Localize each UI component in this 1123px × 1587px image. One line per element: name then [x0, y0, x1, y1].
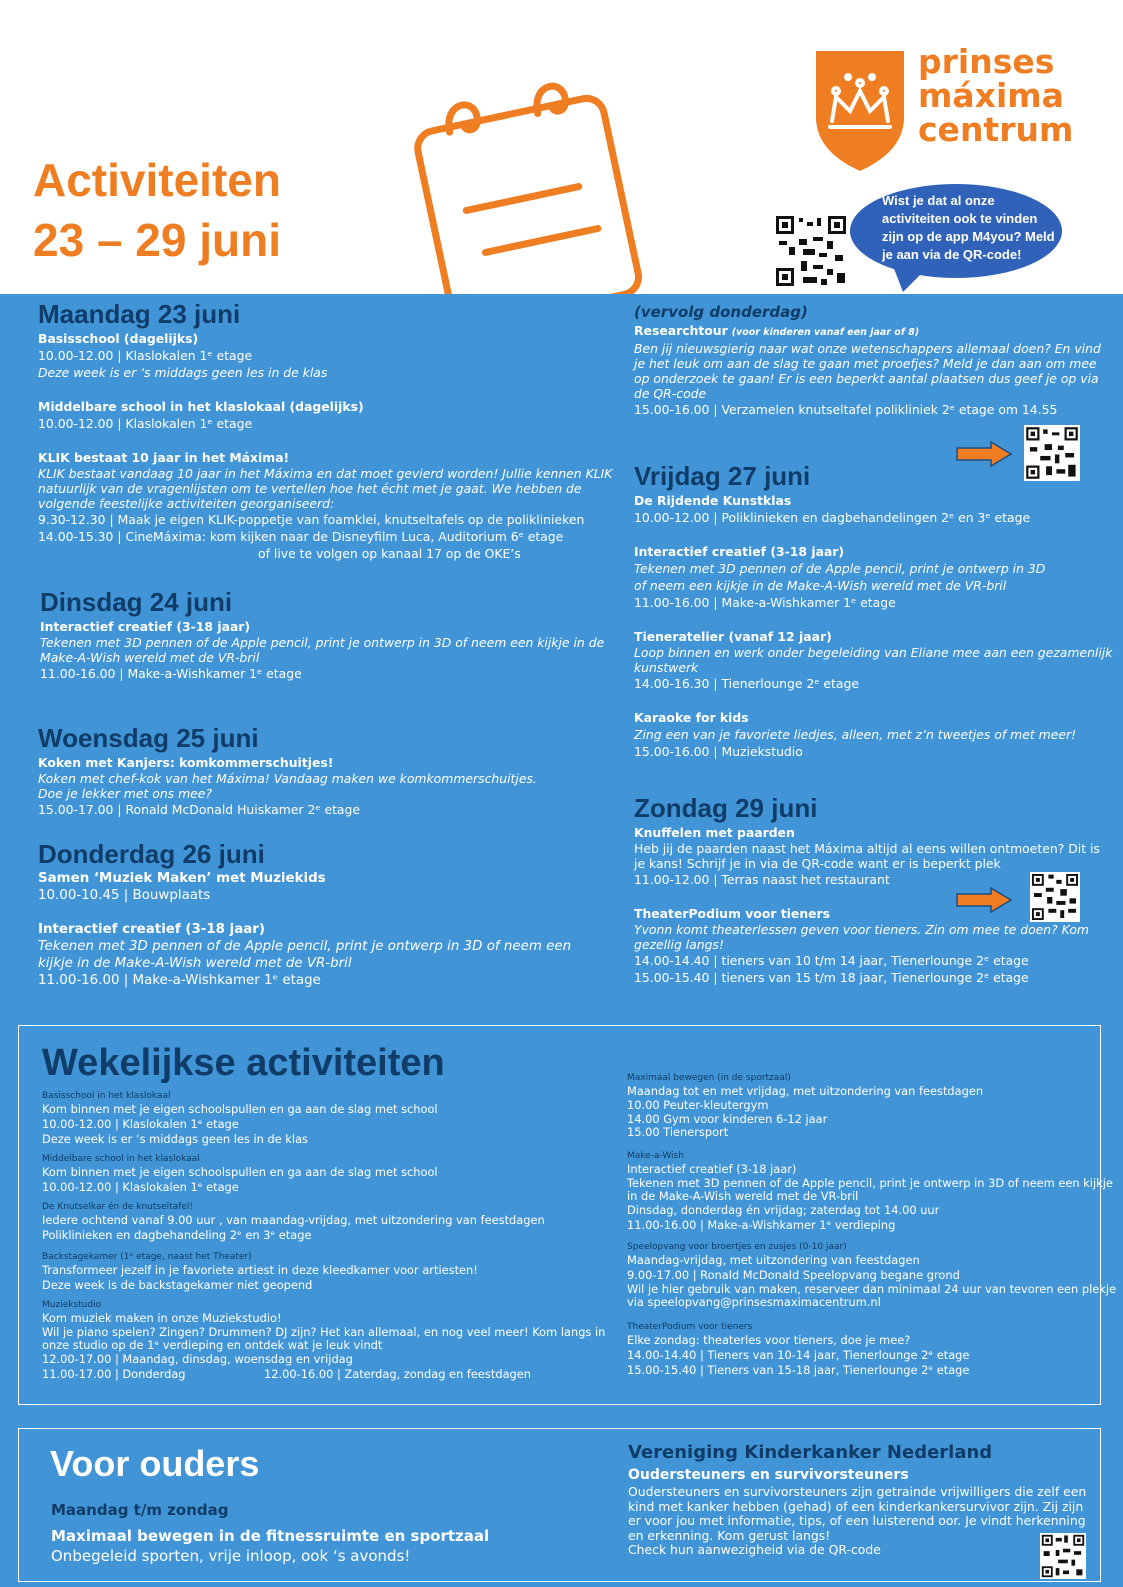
weekly-right: Maximaal bewegen (in de sportzaal) Maandag tot en met vrijdag, met uitzondering van feestdagen 10.00 Peuter-kleutergym 14.00 Gym voor kinderen 6-12 jaar 15.00 Tienersport Make-a-Wish Interactief creatief (3-18 jaar) Tekenen met 3D pennen of de Apple pencil, print je ontwerp in 3D of neem een kijkje in de Make-A-Wish wereld met de VR-bril Dinsdag, donderdag én vrijdag; zaterdag tot 14.00 uur 11.00-16.00 | Make-a-Wishkamer 1ᵉ verdieping Speelopvang voor broertjes en zusjes (0-10 jaar) Maandag-vrijdag, met uitzondering van feestdagen 9.00-17.00 | Ronald McDonald Speelopvang begane grond Wil je hier gebruik van maken, reserveer dan minimaal 24 uur van tevoren een plekje via speelopvang@prinsesmaximacentrum.nl TheaterPodium voor tieners Elke zondag: theaterles voor tieners, doe je mee? 14.00-14.40 | Tieners van 10-14 jaar, Tienerlounge 2ᵉ etage 15.00-15.40 | Tieners van 15-18 jaar, Tienerlounge 2ᵉ etage	[627, 1073, 1117, 1377]
title-line-2: 23 – 29 juni	[33, 214, 282, 266]
left-column: Maandag 23 juni Basisschool (dagelijks) 10.00-12.00 | Klaslokalen 1ᵉ etage Deze week is er ‘s middags geen les in de klas Middelbare school in het klaslokaal (dagelijks) 10.00-12.00 | Klaslokalen 1ᵉ etage KLIK bestaat 10 jaar in het Máxima! KLIK bestaat vandaag 10 jaar in het Máxima en dat moet gevierd worden! Jullie kennen KLIK natuurlijk van de vragenlijsten om te vertellen hoe het écht met je gaat. We hebben de volgende feestelijke activiteiten georganiseerd: 9.30-12.30 | Maak je eigen KLIK-poppetje van foamklei, knutseltafels op de poliklinieken 14.00-15.30 | CineMáxima: kom kijken naar de Disneyfilm Luca, Auditorium 6ᵉ etage of live te volgen op kanaal 17 op de OKE’s	[38, 299, 613, 561]
sunday-section: Zondag 29 juni Knuffelen met paarden Heb jij de paarden naast het Máxima altijd al eens willen ontmoeten? Dit is je kans! Schrijf je in via de QR-code want er is beperkt plek 11.00-12.00 | Terras naast het restaurant TheaterPodium voor tieners Yvonn komt theaterlessen geven voor tieners. Zin om mee te doen? Kom gezellig langs! 14.00-14.40 | tieners van 10 t/m 14 jaar, Tienerlounge 2ᵉ etage 15.00-15.40 | tieners van 15 t/m 18 jaar, Tienerlounge 2ᵉ etage	[634, 792, 1104, 986]
qr-code-horses[interactable]	[1030, 872, 1080, 922]
info-speech-bubble	[850, 184, 1062, 278]
page-title	[33, 150, 281, 270]
parents-heading: Voor ouders	[50, 1443, 260, 1484]
day-heading-wednesday: Woensdag 25 juni	[38, 723, 259, 753]
friday-section: Vrijdag 27 juni De Rijdende Kunstklas 10.00-12.00 | Poliklinieken en dagbehandelingen 2ᵉ en 3ᵉ etage Interactief creatief (3-18 jaar) Tekenen met 3D pennen of de Apple pencil, print je ontwerp in 3D of neem een kijkje in de Make-A-Wish wereld met de VR-bril 11.00-16.00 | Make-a-Wishkamer 1ᵉ etage Tieneratelier (vanaf 12 jaar) Loop binnen en werk onder begeleiding van Eliane mee aan een gezamenlijk kunstwerk 14.00-16.30 | Tienerlounge 2ᵉ etage Karaoke for kids Zing een van je favoriete liedjes, alleen, met z’n tweetjes of met meer! 15.00-16.00 | Muziekstudio	[634, 461, 1113, 759]
day-heading-sunday: Zondag 29 juni	[634, 793, 818, 823]
weekly-left: Basisschool in het klaslokaal Kom binnen met je eigen schoolspullen en ga aan de slag met school 10.00-12.00 | Klaslokalen 1ᵉ etage Deze week is er ‘s middags geen les in de klas Middelbare school in het klaslokaal Kom binnen met je eigen schoolspullen en ga aan de slag met school 10.00-12.00 | Klaslokalen 1ᵉ etage De Knutselkar én de knutseltafel! Iedere ochtend vanaf 9.00 uur , van maandag-vrijdag, met uitzondering van feestdagen Poliklinieken en dagbehandeling 2ᵉ en 3ᵉ etage Backstagekamer (1ᵉ etage, naast het Theater) Transformeer jezelf in je favoriete artiest in deze kleedkamer voor artiesten! Deze week is de backstagekamer niet geopend Muziekstudio Kom muziek maken in onze Muziekstudio! Wil je piano spelen? Zingen? Drummen? DJ zijn? Het kan allemaal, en nog veel meer! Kom langs in onze studio op de 1ᵉ verdieping en ontdek wat je leuk vindt 12.00-17.00 | Maandag, dinsdag, woensdag en vrijdag 11.00-17.00 | Donderdag 12.00-16.00 | Zaterdag, zondag en feestdagen	[42, 1091, 606, 1381]
day-heading-monday: Maandag 23 juni	[38, 299, 241, 329]
parents-content: Maandag t/m zondag Maximaal bewegen in de fitnessruimte en sportzaal Onbegeleid sporten, vrije inloop, ook ‘s avonds!	[51, 1501, 490, 1565]
day-heading-friday: Vrijdag 27 juni	[634, 461, 811, 491]
qr-code-header[interactable]	[773, 213, 849, 289]
arrow-right-icon	[955, 886, 1013, 914]
wednesday-section: Woensdag 25 juni Koken met Kanjers: komkommerschuitjes! Koken met chef-kok van het Máxima! Vandaag maken we komkommerschuitjes. Doe je lekker met ons mee? 15.00-17.00 | Ronald McDonald Huiskamer 2ᵉ etage	[38, 722, 608, 818]
thursday-continued: (vervolg donderdag) Researchtour (voor kinderen vanaf een jaar of 8) Ben jij nieuwsgierig naar wat onze wetenschappers allemaal doen? En vind je het leuk om aan de slag te gaan met proefjes? Meld je dan aan om mee op onderzoek te gaan! Er is een beperkt aantal plaatsen dus geef je op via de QR-code 15.00-16.00 | Verzamelen knutseltafel polikliniek 2ᵉ etage om 14.55	[634, 303, 1101, 417]
day-heading-thursday: Donderdag 26 juni	[38, 839, 265, 869]
tuesday-section: Dinsdag 24 juni Interactief creatief (3-18 jaar) Tekenen met 3D pennen of de Apple pencil, print je ontwerp in 3D of neem een kijkje in de Make-A-Wish wereld met de VR-bril 11.00-16.00 | Make-a-Wishkamer 1ᵉ etage	[40, 586, 610, 682]
crown-shield-logo	[812, 47, 908, 173]
notepad-icon	[395, 78, 655, 318]
title-line-1: Activiteiten	[33, 154, 281, 206]
continued-heading: (vervolg donderdag)	[634, 303, 808, 321]
bubble-tail	[893, 266, 929, 292]
qr-code-vkn[interactable]	[1040, 1533, 1086, 1579]
bubble-text: Wist je dat al onze activiteiten ook te vinden zijn op de app M4you? Meld je aan via de QR-code!	[882, 193, 1055, 262]
thursday-section: Donderdag 26 juni Samen ‘Muziek Maken’ met Muziekids 10.00-10.45 | Bouwplaats Interactief creatief (3-18 jaar) Tekenen met 3D pennen of de Apple pencil, print je ontwerp in 3D of neem een kijkje in de Make-A-Wish wereld met de VR-bril 11.00-16.00 | Make-a-Wishkamer 1ᵉ etage	[38, 838, 618, 989]
day-heading-tuesday: Dinsdag 24 juni	[40, 587, 233, 617]
vkn-section: Vereniging Kinderkanker Nederland Oudersteuners en survivorsteuners Oudersteuners en survivorsteuners zijn getrainde vrijwilligers die zelf een kind met kanker hebben (gehad) of een kinderkankersurvivor zijn. Zij zijn er voor jou met informatie, tips, of een luisterend oor. Je vindt herkenning en erkenning. Kom gerust langs! Check hun aanwezigheid via de QR-code	[628, 1442, 1087, 1557]
brand-wordmark: prinses máxima centrum	[918, 42, 1074, 149]
weekly-heading: Wekelijkse activiteiten	[42, 1042, 445, 1084]
